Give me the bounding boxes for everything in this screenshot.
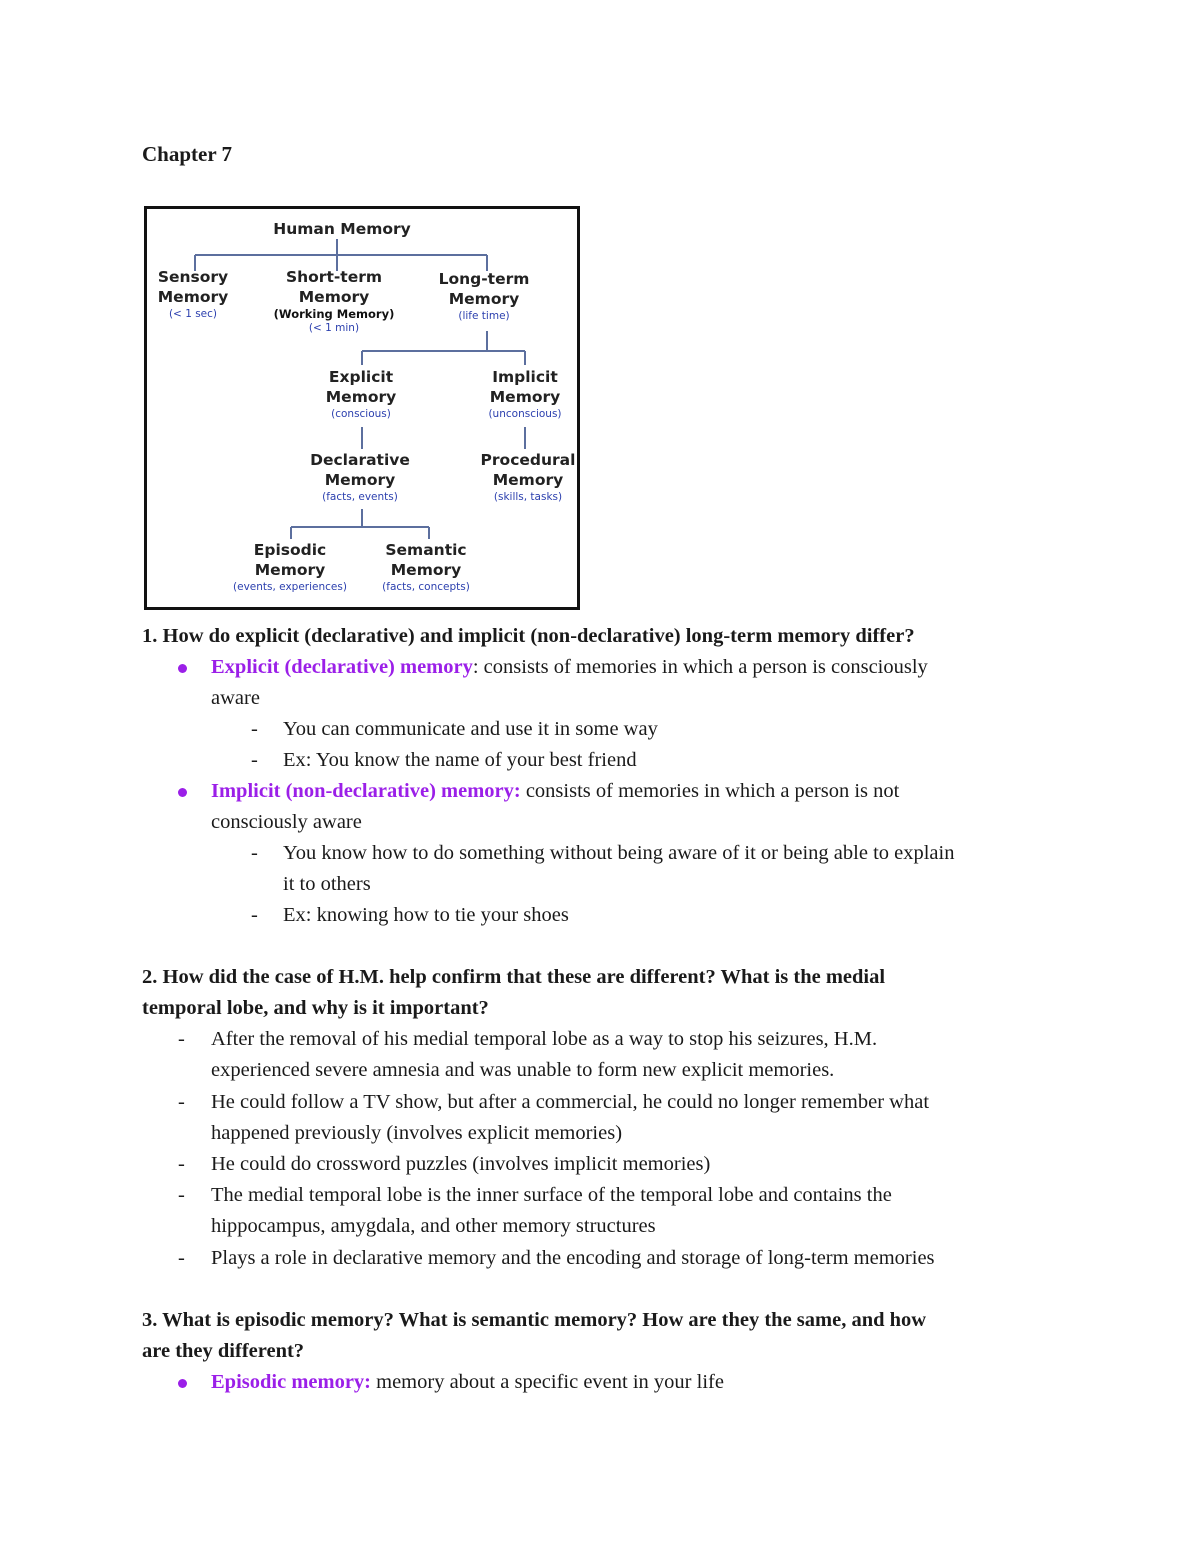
node-label: Sensory	[157, 268, 229, 286]
node-procedural-memory	[481, 450, 576, 504]
bullet-icon	[178, 664, 187, 673]
q2-point-2-cont: happened previously (involves explicit memories)	[211, 1122, 623, 1144]
node-label: Memory	[325, 388, 397, 406]
dash-marker: -	[178, 1028, 185, 1050]
question-3-line-2: are they different?	[142, 1340, 305, 1362]
definition-text: memory about a specific event in your life	[371, 1371, 724, 1393]
definition-text: : consists of memories in which a person is consciously	[472, 656, 928, 678]
q1-bullet-explicit	[211, 652, 928, 683]
node-label: Long-term	[438, 270, 530, 288]
node-human-memory-label: Human Memory	[273, 220, 411, 238]
q1-bullet-implicit-cont: consciously aware	[211, 811, 362, 833]
node-label: Memory	[390, 561, 462, 579]
node-label: Procedural	[480, 451, 576, 469]
node-subtitle: (< 1 sec)	[168, 308, 218, 320]
node-label: Memory	[157, 288, 229, 306]
node-explicit-memory	[326, 367, 396, 421]
node-subtitle: (unconscious)	[488, 408, 562, 420]
node-long-term-memory	[439, 269, 530, 323]
q1-implicit-sub-2: Ex: knowing how to tie your shoes	[283, 904, 569, 926]
definition-text: consists of memories in which a person is not	[520, 780, 900, 802]
node-label: Semantic	[385, 541, 467, 559]
q1-explicit-sub-2: Ex: You know the name of your best friend	[283, 749, 637, 771]
node-label: Explicit	[328, 368, 394, 386]
node-subtitle: (< 1 min)	[308, 322, 360, 334]
node-implicit-memory	[488, 367, 561, 421]
q1-implicit-sub-1-cont: it to others	[283, 873, 371, 895]
term-implicit-memory: Implicit (non-declarative) memory:	[211, 780, 521, 802]
question-1: 1. How do explicit (declarative) and implicit (non-declarative) long-term memory differ?	[142, 625, 915, 647]
dash-marker: -	[251, 842, 258, 864]
dash-marker: -	[251, 718, 258, 740]
node-subtitle: (events, experiences)	[233, 581, 347, 593]
q1-implicit-sub-1: You know how to do something without being aware of it or being able to explain	[283, 842, 955, 864]
node-label: Episodic	[253, 541, 327, 559]
bullet-icon	[178, 788, 187, 797]
human-memory-diagram	[144, 206, 580, 610]
q2-point-4: The medial temporal lobe is the inner surface of the temporal lobe and contains the	[211, 1184, 892, 1206]
node-label: Memory	[298, 288, 370, 306]
q2-point-1: After the removal of his medial temporal lobe as a way to stop his seizures, H.M.	[211, 1028, 878, 1050]
q2-point-1-cont: experienced severe amnesia and was unable to form new explicit memories.	[211, 1059, 835, 1081]
q1-bullet-implicit	[211, 776, 899, 807]
node-human-memory	[273, 219, 411, 239]
node-semantic-memory	[382, 540, 470, 594]
node-declarative-memory	[310, 450, 410, 504]
question-2-line-2: temporal lobe, and why is it important?	[142, 997, 489, 1019]
node-label: Memory	[448, 290, 520, 308]
node-subtitle: (facts, events)	[322, 491, 398, 503]
node-label: Memory	[492, 471, 564, 489]
q2-point-3: He could do crossword puzzles (involves implicit memories)	[211, 1153, 711, 1175]
term-explicit-memory: Explicit (declarative) memory	[211, 656, 473, 678]
dash-marker: -	[178, 1153, 185, 1175]
question-3-line-1: 3. What is episodic memory? What is semantic memory? How are they the same, and how	[142, 1309, 927, 1331]
node-subtitle: (facts, concepts)	[382, 581, 470, 593]
node-subtitle: (conscious)	[331, 408, 391, 420]
node-episodic-memory	[233, 540, 347, 594]
q1-explicit-sub-1: You can communicate and use it in some way	[283, 718, 658, 740]
q2-point-5: Plays a role in declarative memory and the encoding and storage of long-term memories	[211, 1247, 935, 1269]
node-subtitle: (life time)	[458, 310, 510, 322]
dash-marker: -	[251, 749, 258, 771]
node-label: Memory	[489, 388, 561, 406]
node-label: Short-term	[285, 268, 383, 286]
chapter-title: Chapter 7	[142, 142, 233, 166]
node-label: Memory	[324, 471, 396, 489]
dash-marker: -	[178, 1184, 185, 1206]
q2-point-4-cont: hippocampus, amygdala, and other memory structures	[211, 1215, 656, 1237]
dash-marker: -	[251, 904, 258, 926]
node-subtitle: (Working Memory)	[273, 307, 395, 321]
dash-marker: -	[178, 1247, 185, 1269]
bullet-icon	[178, 1379, 187, 1388]
node-short-term-memory	[274, 267, 395, 335]
term-episodic-memory: Episodic memory:	[211, 1371, 371, 1393]
dash-marker: -	[178, 1091, 185, 1113]
q2-point-2: He could follow a TV show, but after a commercial, he could no longer remember what	[211, 1091, 930, 1113]
q1-bullet-explicit-cont: aware	[211, 687, 260, 709]
question-2-line-1: 2. How did the case of H.M. help confirm that these are different? What is the medial	[142, 966, 886, 988]
node-label: Declarative	[310, 451, 410, 469]
node-label: Implicit	[492, 368, 558, 386]
q3-bullet-episodic	[211, 1367, 724, 1398]
node-sensory-memory	[158, 267, 228, 321]
node-label: Memory	[254, 561, 326, 579]
node-subtitle: (skills, tasks)	[493, 491, 563, 503]
